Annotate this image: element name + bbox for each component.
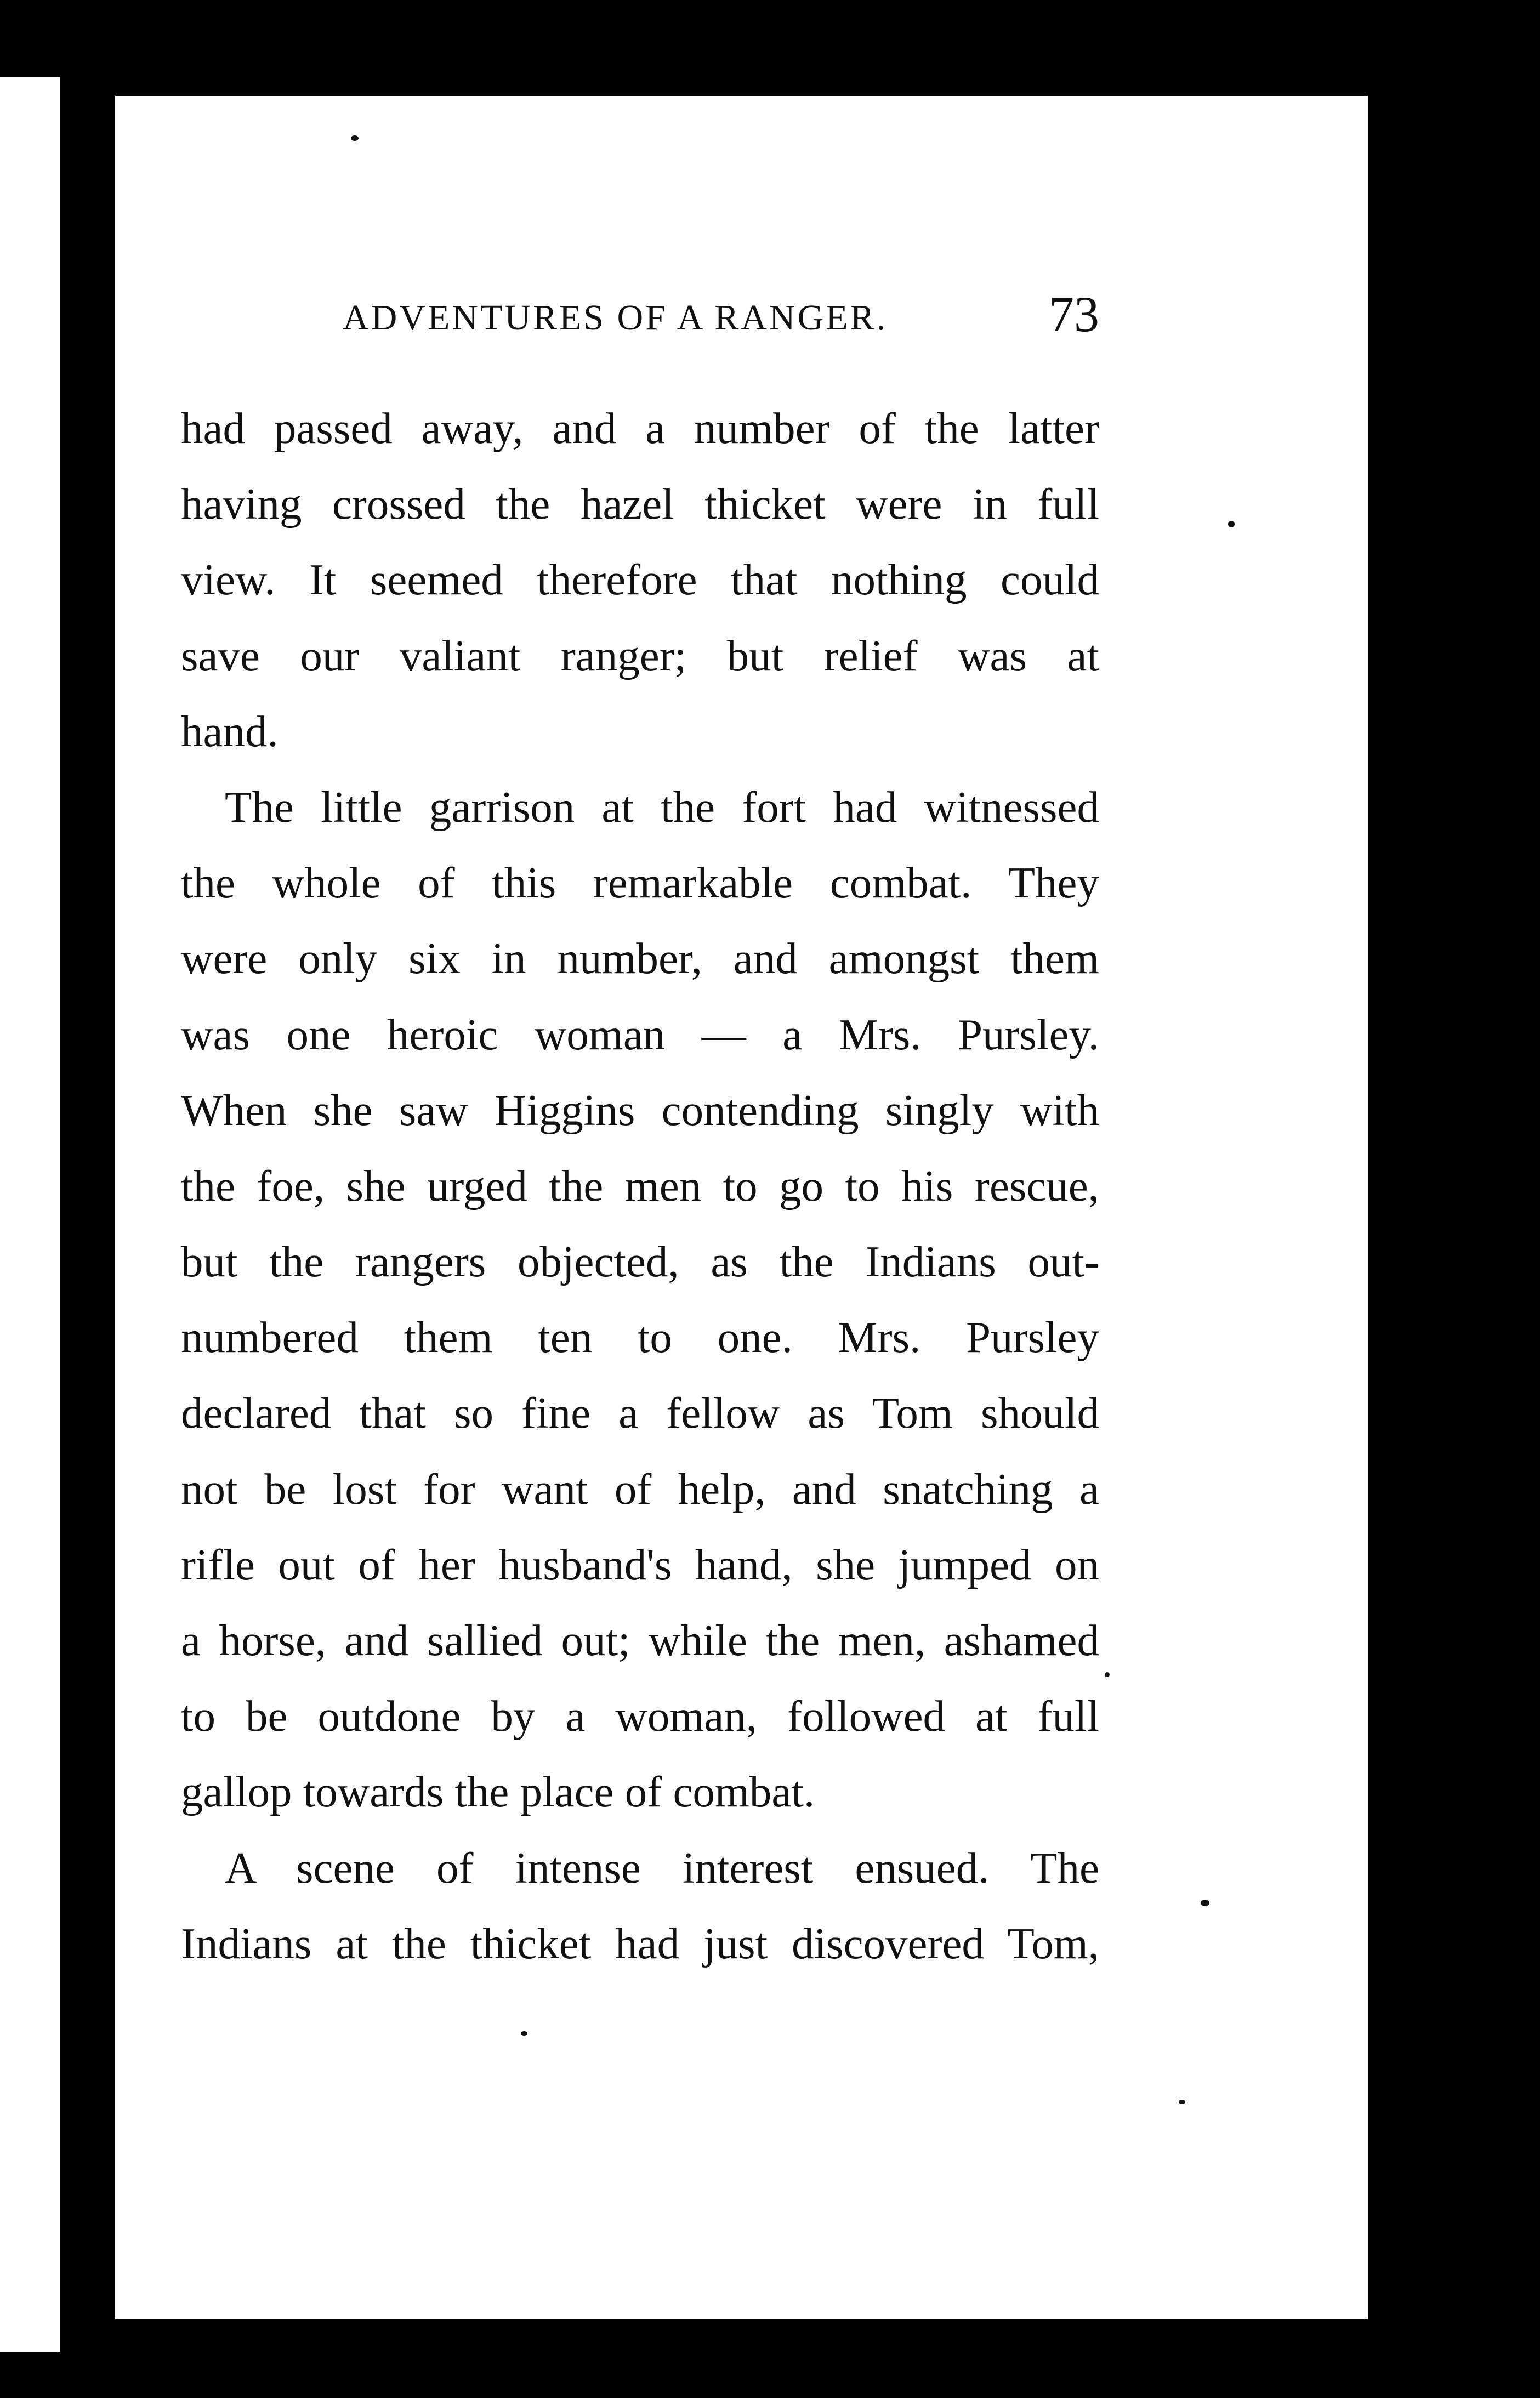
text-line: not be lost for want of help, and snatching a [181,1464,1099,1514]
text-line: declared that so fine a fellow as Tom should [181,1388,1099,1438]
running-title: ADVENTURES OF A RANGER. [343,298,888,338]
text-line: The little garrison at the fort had witnessed [225,782,1099,832]
text-line: gallop towards the place of combat. [181,1767,815,1817]
text-line: numbered them ten to one. Mrs. Pursley [181,1312,1099,1362]
text-line: rifle out of her husband's hand, she jumped on [181,1539,1099,1589]
text-line: save our valiant ranger; but relief was at [181,630,1099,680]
scan-speck [1201,1900,1209,1906]
text-line: A scene of intense interest ensued. The [225,1843,1099,1893]
scan-speck [1105,1672,1110,1677]
body-text [181,390,1099,1981]
scan-speck [521,2031,527,2036]
scan-speck [1228,521,1235,527]
text-line: were only six in number, and amongst them [181,934,1099,984]
scan-speck [351,135,359,141]
binding-shadow [60,77,115,2352]
text-line: having crossed the hazel thicket were in full [181,479,1099,529]
text-line: view. It seemed therefore that nothing could [181,555,1099,605]
scan-speck [1179,2100,1185,2104]
text-line: to be outdone by a woman, followed at full [181,1691,1099,1741]
left-page-edge [0,77,60,2352]
page-number: 73 [1049,286,1099,342]
text-line: hand. [181,706,279,756]
text-line: When she saw Higgins contending singly with [181,1085,1099,1135]
text-line: the whole of this remarkable combat. They [181,858,1099,908]
text-line: the foe, she urged the men to go to his rescue, [181,1161,1099,1211]
text-line: but the rangers objected, as the Indians out- [181,1237,1099,1287]
text-line: was one heroic woman — a Mrs. Pursley. [181,1009,1099,1059]
text-line: a horse, and sallied out; while the men, ashamed [181,1616,1099,1665]
running-head [228,285,1099,351]
text-line: had passed away, and a number of the latter [181,404,1099,453]
text-line: Indians at the thicket had just discovered Tom, [181,1918,1099,1968]
